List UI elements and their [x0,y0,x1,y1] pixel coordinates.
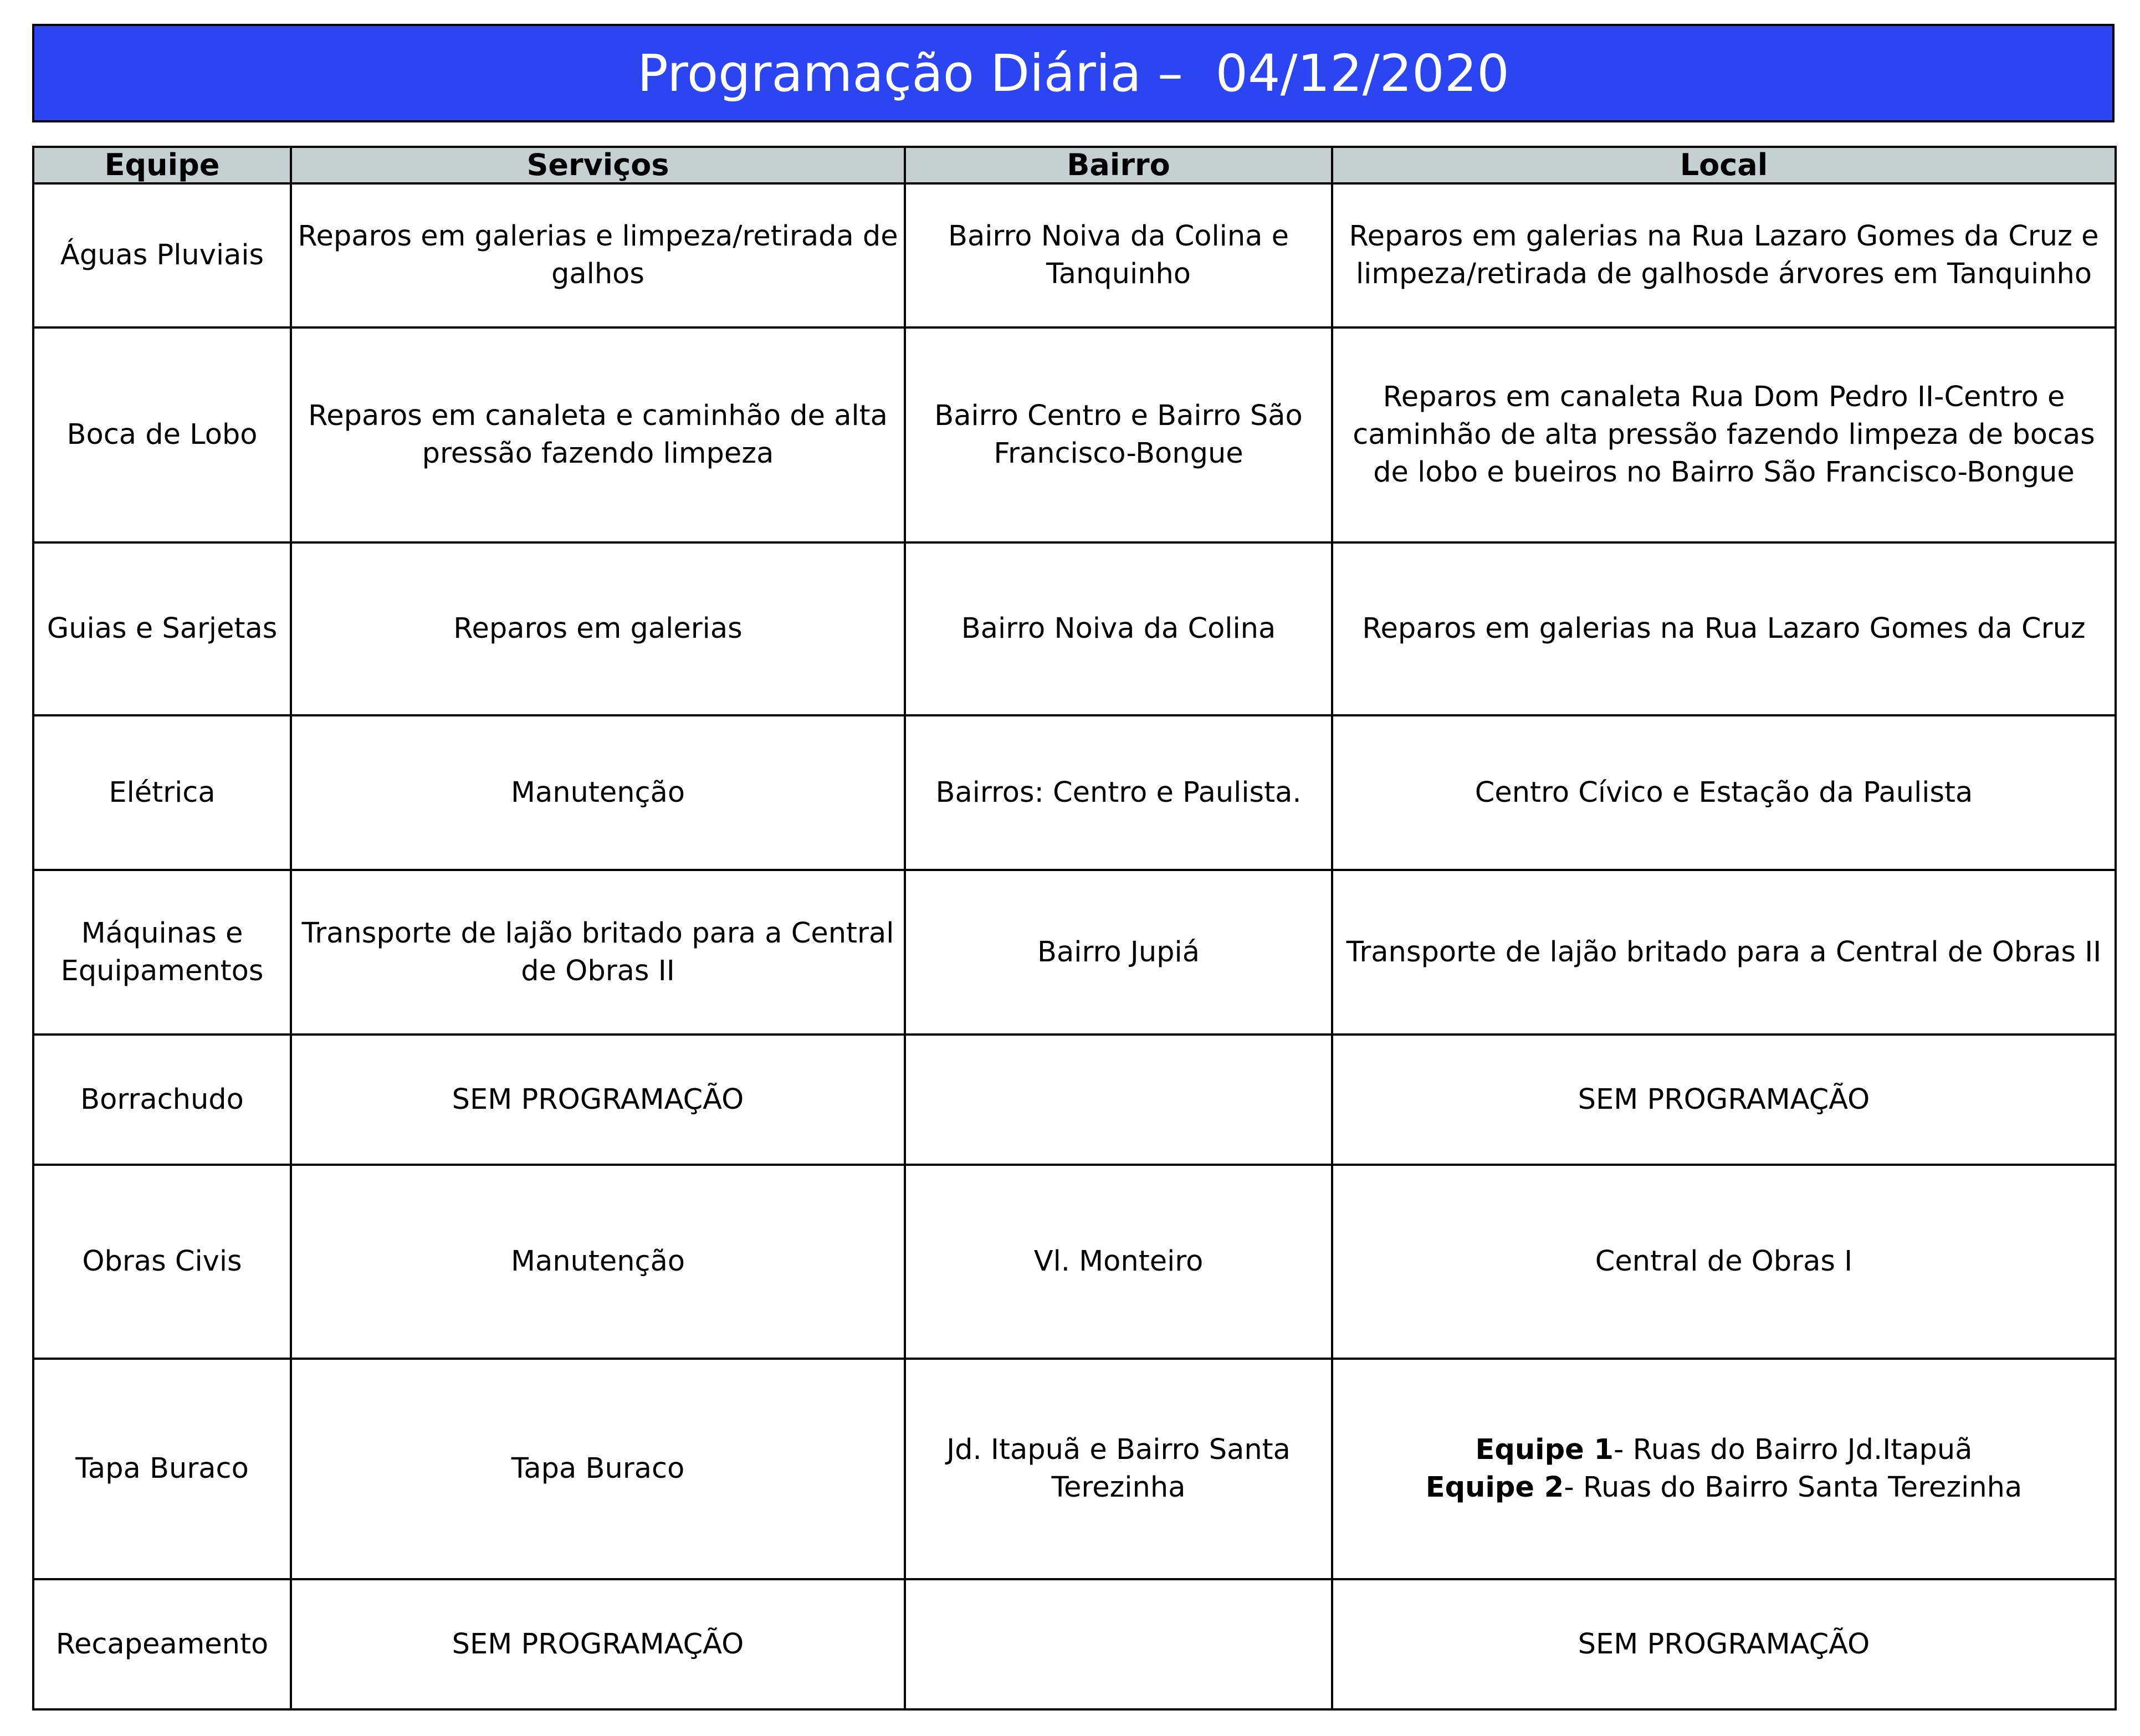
local-line-equipe-2 [1339,1469,2109,1507]
table-row [33,542,2116,715]
cell-equipe: Águas Pluviais [33,183,291,327]
cell-local: Reparos em galerias na Rua Lazaro Gomes da Cruz e limpeza/retirada de galhosde árvores em Tanquinho [1332,183,2116,327]
cell-equipe: Guias e Sarjetas [33,542,291,715]
cell-equipe: Recapeamento [33,1579,291,1709]
cell-servicos: Reparos em galerias e limpeza/retirada de galhos [291,183,905,327]
cell-servicos: SEM PROGRAMAÇÃO [291,1035,905,1165]
team-label: Equipe 2 [1425,1471,1564,1504]
table-row [33,1359,2116,1579]
column-header-servicos: Serviços [291,147,905,183]
page-title: Programação Diária – 04/12/2020 [32,24,2115,122]
table-row [33,1165,2116,1359]
cell-servicos: Tapa Buraco [291,1359,905,1579]
team-text: - Ruas do Bairro Jd.Itapuã [1613,1433,1973,1466]
cell-bairro: Bairros: Centro e Paulista. [905,715,1332,870]
cell-equipe: Máquinas e Equipamentos [33,870,291,1035]
cell-local: Transporte de lajão britado para a Central de Obras II [1332,870,2116,1035]
team-label: Equipe 1 [1475,1433,1614,1466]
cell-servicos: SEM PROGRAMAÇÃO [291,1579,905,1709]
column-header-local: Local [1332,147,2116,183]
cell-bairro [905,1579,1332,1709]
cell-equipe: Boca de Lobo [33,327,291,542]
cell-local: Reparos em galerias na Rua Lazaro Gomes da Cruz [1332,542,2116,715]
cell-bairro [905,1035,1332,1165]
cell-servicos: Reparos em canaleta e caminhão de alta pressão fazendo limpeza [291,327,905,542]
cell-local [1332,1359,2116,1579]
cell-local: Reparos em canaleta Rua Dom Pedro II-Centro e caminhão de alta pressão fazendo limpeza de bocas de lobo e bueiros no Bairro São Francisco-Bongue [1332,327,2116,542]
table-header-row [33,147,2116,183]
table-row [33,870,2116,1035]
local-line-equipe-1 [1339,1431,2109,1469]
cell-bairro: Bairro Noiva da Colina [905,542,1332,715]
cell-equipe: Borrachudo [33,1035,291,1165]
column-header-bairro: Bairro [905,147,1332,183]
cell-bairro: Vl. Monteiro [905,1165,1332,1359]
cell-equipe: Elétrica [33,715,291,870]
cell-local: SEM PROGRAMAÇÃO [1332,1035,2116,1165]
table-row [33,1035,2116,1165]
cell-bairro: Bairro Centro e Bairro São Francisco-Bongue [905,327,1332,542]
cell-servicos: Manutenção [291,715,905,870]
column-header-equipe: Equipe [33,147,291,183]
cell-local: SEM PROGRAMAÇÃO [1332,1579,2116,1709]
cell-bairro: Bairro Noiva da Colina e Tanquinho [905,183,1332,327]
team-text: - Ruas do Bairro Santa Terezinha [1564,1471,2023,1504]
cell-local: Central de Obras I [1332,1165,2116,1359]
cell-bairro: Jd. Itapuã e Bairro Santa Terezinha [905,1359,1332,1579]
table-row [33,183,2116,327]
table-row [33,1579,2116,1709]
cell-bairro: Bairro Jupiá [905,870,1332,1035]
cell-servicos: Manutenção [291,1165,905,1359]
cell-servicos: Reparos em galerias [291,542,905,715]
cell-equipe: Tapa Buraco [33,1359,291,1579]
cell-local: Centro Cívico e Estação da Paulista [1332,715,2116,870]
table-row [33,327,2116,542]
cell-servicos: Transporte de lajão britado para a Central de Obras II [291,870,905,1035]
cell-equipe: Obras Civis [33,1165,291,1359]
table-row [33,715,2116,870]
schedule-table [32,146,2117,1711]
